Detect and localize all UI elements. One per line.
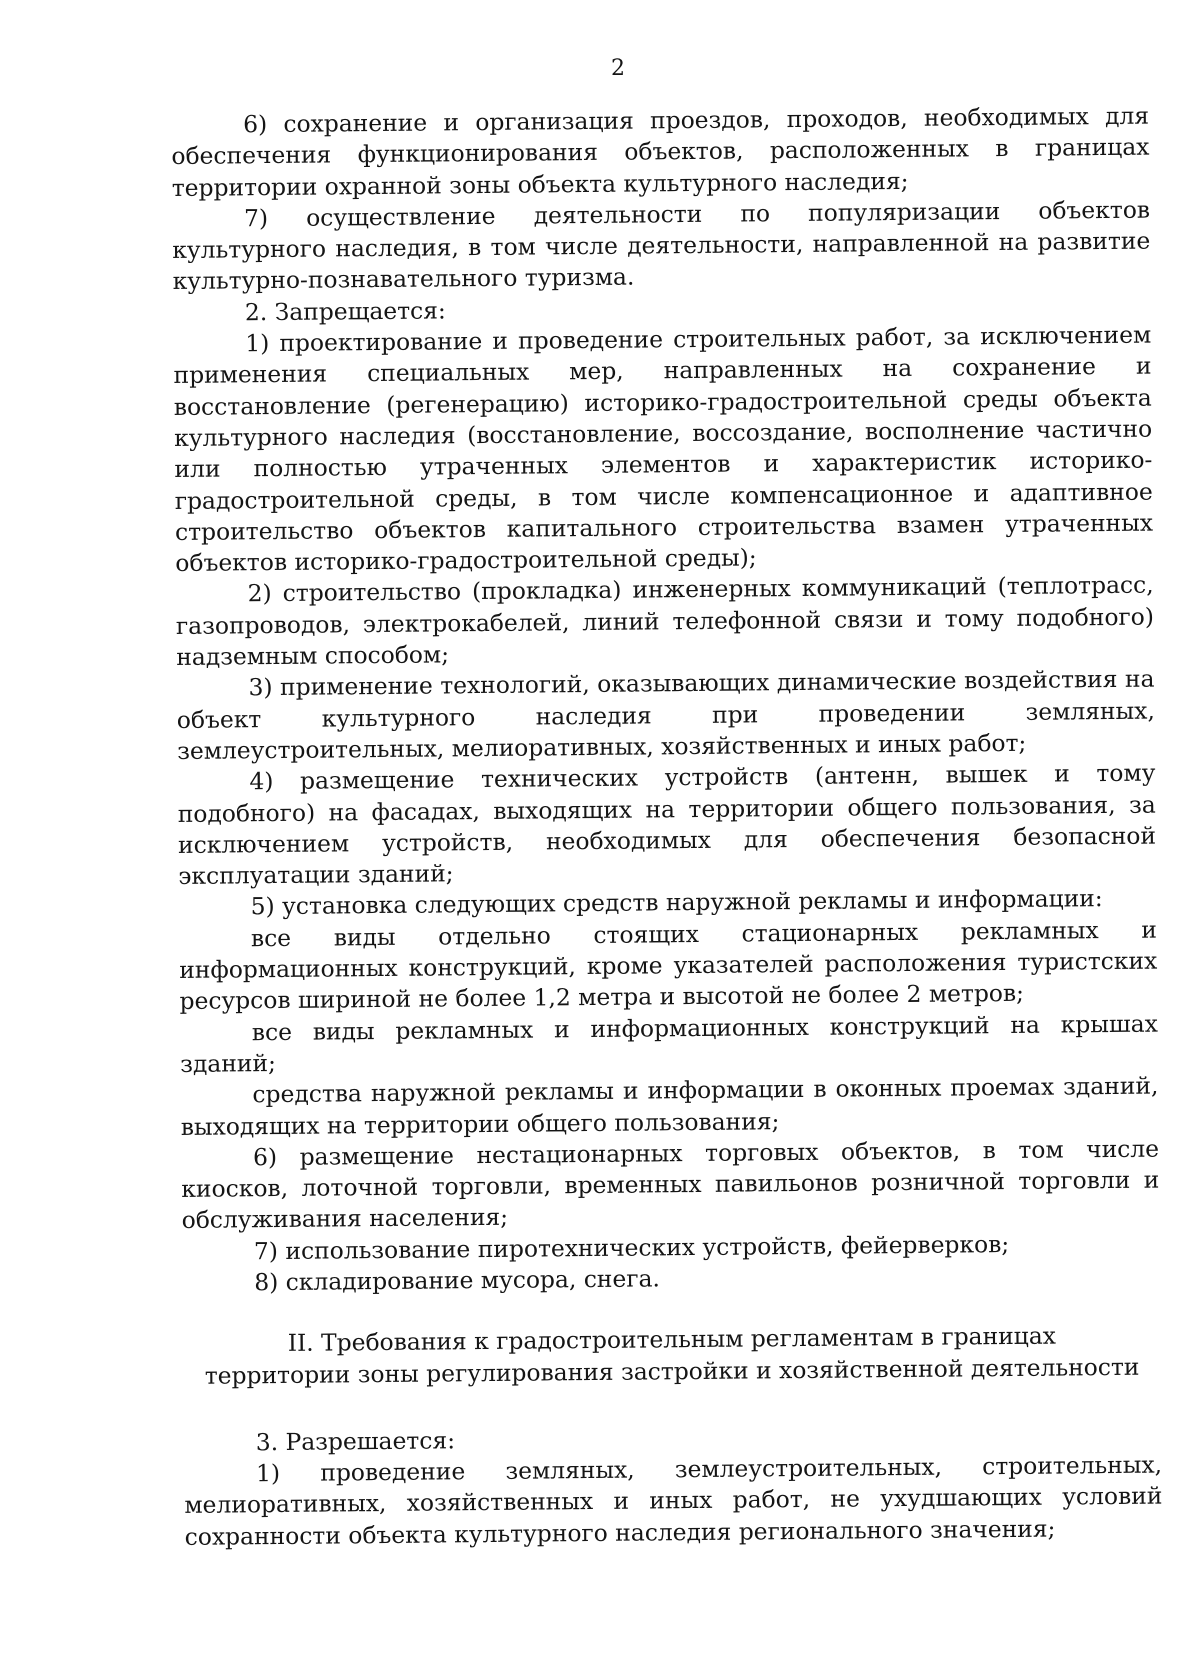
paragraph: все виды отдельно стоящих стационарных рекламных и информационных конструкций, кроме указателей расположения туристских ресурсов шириной не более 1,2 метра и высотой не более 2 метров; bbox=[179, 915, 1158, 1016]
paragraph: 8) складирование мусора, снега. bbox=[254, 1264, 661, 1297]
paragraph: 6) размещение нестационарных торговых объектов, в том числе киосков, лоточной торговли, временных павильонов розничной торговли и обслуживания населения; bbox=[181, 1134, 1160, 1235]
section-heading-line: территории зоны регулирования застройки и хозяйственной деятельности bbox=[204, 1352, 1140, 1390]
paragraph: 3. Разрешается: bbox=[255, 1426, 456, 1457]
paragraph: 1) проектирование и проведение строительных работ, за исключением применения специальных мер, направленных на сохранение и восстановление (регенерацию) историко-градостроительной среды объекта культурного наследия (восстановление, воссоздание, восполнение частично или полностью утраченных элементов и характеристик историко-градостроительной среды, в том числе компенсационное и адаптивное строительство объектов капитального строительства взамен утраченных объектов историко-градостроительной среды); bbox=[173, 320, 1154, 578]
section-heading bbox=[183, 1320, 1162, 1392]
paragraph: средства наружной рекламы и информации в оконных проемах зданий, выходящих на территории общего пользования; bbox=[180, 1071, 1159, 1141]
paragraph: 7) использование пиротехнических устройств, фейерверков; bbox=[253, 1229, 1010, 1265]
page-number: 2 bbox=[611, 56, 625, 81]
paragraph: 1) проведение земляных, землеустроительных, строительных, мелиоративных, хозяйственных и иных работ, не ухудшающих условий сохранности объекта культурного наследия регионального значения; bbox=[184, 1450, 1163, 1551]
paragraph: 5) установка следующих средств наружной рекламы и информации: bbox=[250, 884, 1103, 921]
paragraph: 6) сохранение и организация проездов, проходов, необходимых для обеспечения функционирования объектов, расположенных в границах территории охранной зоны объекта культурного наследия; bbox=[171, 101, 1150, 202]
section-heading-line: II. Требования к градостроительным регламентам в границах bbox=[287, 1321, 1057, 1358]
paragraph: 4) размещение технических устройств (антенн, вышек и тому подобного) на фасадах, выходящих на территории общего пользования, за исключением устройств, необходимых для обеспечения безопасной эксплуатации зданий; bbox=[177, 758, 1157, 891]
document-body bbox=[171, 101, 1163, 1553]
paragraph: 2. Запрещается: bbox=[244, 296, 446, 327]
paragraph: 2) строительство (прокладка) инженерных коммуникаций (теплотрасс, газопроводов, электрокабелей, линий телефонной связи и тому подобного) надземным способом; bbox=[175, 571, 1155, 672]
paragraph: 3) применение технологий, оказывающих динамические воздействия на объект культурного наследия при проведении земляных, землеустроительных, мелиоративных, хозяйственных и иных работ; bbox=[176, 664, 1155, 765]
paragraph: все виды рекламных и информационных конструкций на крышах зданий; bbox=[180, 1009, 1158, 1078]
paragraph: 7) осуществление деятельности по популяризации объектов культурного наследия, в том числе деятельности, направленной на развитие культурно-познавательного туризма. bbox=[172, 195, 1151, 296]
